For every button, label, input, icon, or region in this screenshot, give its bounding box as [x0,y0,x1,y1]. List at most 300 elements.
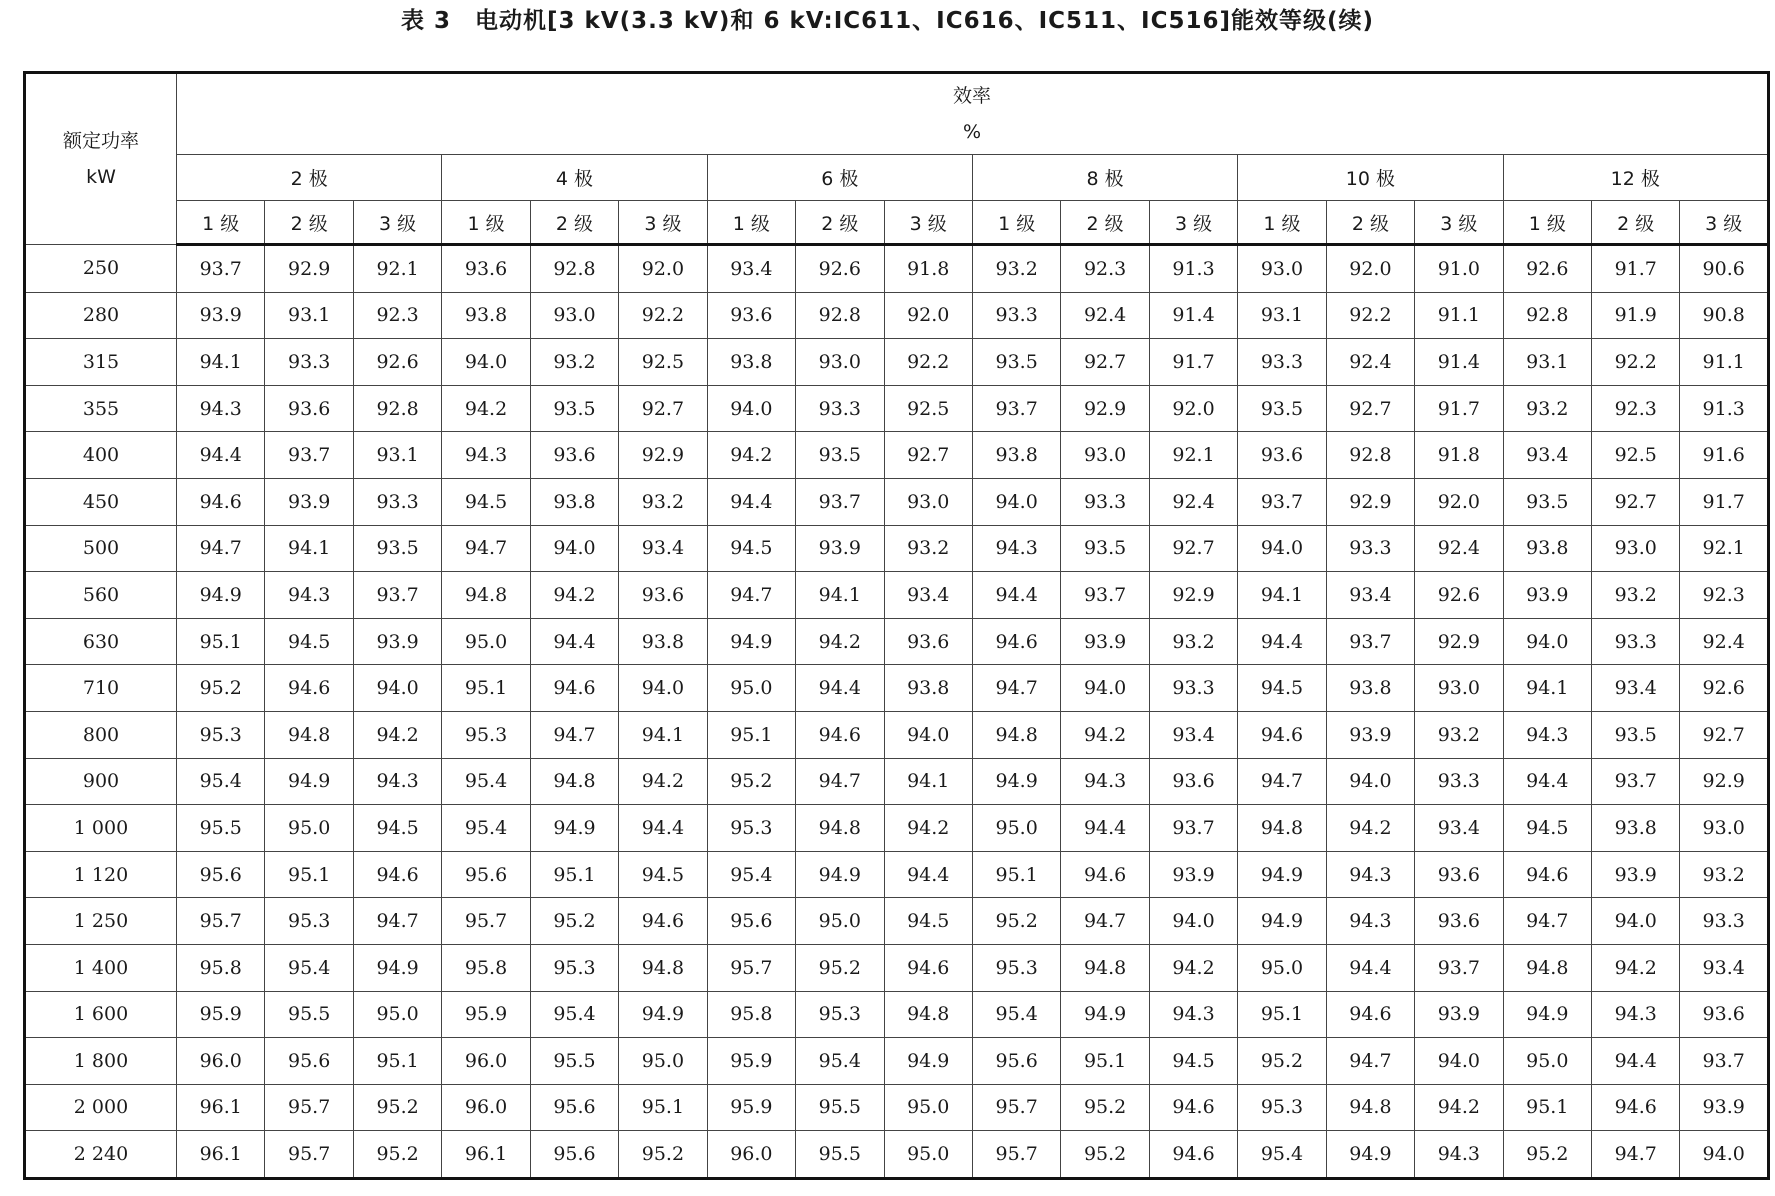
efficiency-cell: 94.3 [1592,991,1680,1038]
efficiency-cell: 92.7 [1592,478,1680,525]
efficiency-cell: 95.3 [177,711,265,758]
efficiency-cell: 95.4 [1238,1131,1326,1179]
grade-header: 1 级 [707,201,795,245]
efficiency-cell: 94.5 [884,898,972,945]
table-row [25,385,1769,432]
efficiency-cell: 93.3 [1061,478,1149,525]
efficiency-cell: 95.6 [707,898,795,945]
efficiency-cell: 95.6 [530,1084,618,1131]
efficiency-cell: 93.7 [1680,1038,1769,1085]
efficiency-cell: 94.5 [1238,665,1326,712]
efficiency-cell: 92.4 [1326,339,1414,386]
efficiency-cell: 95.3 [442,711,530,758]
efficiency-cell: 94.0 [353,665,441,712]
efficiency-cell: 95.4 [442,805,530,852]
efficiency-cell: 95.2 [530,898,618,945]
grade-header: 1 级 [1503,201,1591,245]
efficiency-cell: 94.3 [265,572,353,619]
efficiency-cell: 92.6 [1415,572,1503,619]
efficiency-cell: 93.5 [353,525,441,572]
efficiency-cell: 94.6 [265,665,353,712]
grade-header: 2 级 [1326,201,1414,245]
efficiency-cell: 93.0 [530,292,618,339]
efficiency-cell: 90.6 [1680,245,1769,293]
efficiency-cell: 91.0 [1415,245,1503,293]
efficiency-cell: 96.0 [707,1131,795,1179]
efficiency-cell: 92.3 [1061,245,1149,293]
table-row [25,851,1769,898]
table-row [25,572,1769,619]
efficiency-cell: 93.0 [1415,665,1503,712]
efficiency-cell: 92.7 [884,432,972,479]
grade-header: 2 级 [265,201,353,245]
efficiency-cell: 92.0 [884,292,972,339]
efficiency-cell: 94.6 [1503,851,1591,898]
efficiency-cell: 94.9 [1238,851,1326,898]
efficiency-cell: 92.0 [619,245,707,293]
efficiency-cell: 95.7 [972,1084,1060,1131]
efficiency-cell: 93.2 [1680,851,1769,898]
efficiency-cell: 94.9 [619,991,707,1038]
efficiency-cell: 94.7 [1592,1131,1680,1179]
efficiency-cell: 93.4 [1326,572,1414,619]
efficiency-cell: 94.3 [442,432,530,479]
efficiency-cell: 93.3 [972,292,1060,339]
rated-power-cell: 1 000 [25,805,177,852]
efficiency-cell: 94.8 [619,944,707,991]
efficiency-cell: 94.5 [707,525,795,572]
efficiency-cell: 94.5 [1503,805,1591,852]
efficiency-cell: 93.4 [707,245,795,293]
efficiency-cell: 95.2 [972,898,1060,945]
efficiency-cell: 94.2 [1415,1084,1503,1131]
efficiency-cell: 94.6 [1061,851,1149,898]
efficiency-cell: 93.9 [1680,1084,1769,1131]
efficiency-cell: 94.9 [884,1038,972,1085]
efficiency-cell: 94.0 [1149,898,1237,945]
efficiency-cell: 91.3 [1149,245,1237,293]
efficiency-cell: 94.7 [353,898,441,945]
efficiency-cell: 91.7 [1149,339,1237,386]
efficiency-cell: 91.7 [1415,385,1503,432]
efficiency-cell: 93.9 [177,292,265,339]
efficiency-cell: 95.1 [707,711,795,758]
efficiency-cell: 93.2 [1149,618,1237,665]
efficiency-cell: 94.3 [1326,898,1414,945]
efficiency-cell: 93.8 [972,432,1060,479]
efficiency-cell: 93.6 [884,618,972,665]
efficiency-cell: 95.1 [1238,991,1326,1038]
efficiency-cell: 95.0 [972,805,1060,852]
table-caption: 表 3 电动机[3 kV(3.3 kV)和 6 kV:IC611、IC616、IC511、IC516]能效等级(续) [400,8,1375,34]
efficiency-cell: 94.8 [884,991,972,1038]
efficiency-cell: 92.9 [619,432,707,479]
efficiency-cell: 92.6 [796,245,884,293]
efficiency-cell: 95.2 [353,1131,441,1179]
efficiency-cell: 94.4 [884,851,972,898]
efficiency-cell: 93.8 [707,339,795,386]
efficiency-cell: 93.8 [884,665,972,712]
efficiency-cell: 94.4 [796,665,884,712]
efficiency-cell: 94.1 [796,572,884,619]
efficiency-cell: 94.9 [177,572,265,619]
efficiency-cell: 93.5 [1592,711,1680,758]
efficiency-cell: 91.4 [1415,339,1503,386]
efficiency-cell: 95.5 [796,1084,884,1131]
efficiency-cell: 94.2 [796,618,884,665]
efficiency-cell: 93.9 [1149,851,1237,898]
efficiency-cell: 94.6 [1149,1131,1237,1179]
efficiency-cell: 92.7 [1680,711,1769,758]
efficiency-cell: 93.9 [1326,711,1414,758]
efficiency-cell: 93.8 [442,292,530,339]
efficiency-cell: 94.7 [177,525,265,572]
efficiency-cell: 95.7 [707,944,795,991]
efficiency-cell: 93.2 [530,339,618,386]
efficiency-cell: 94.4 [972,572,1060,619]
efficiency-cell: 93.6 [1680,991,1769,1038]
rated-power-cell: 355 [25,385,177,432]
efficiency-cell: 93.0 [1238,245,1326,293]
efficiency-cell: 93.5 [1238,385,1326,432]
efficiency-cell: 94.6 [353,851,441,898]
efficiency-cell: 92.3 [353,292,441,339]
efficiency-cell: 95.2 [177,665,265,712]
efficiency-cell: 92.6 [353,339,441,386]
efficiency-cell: 91.8 [1415,432,1503,479]
efficiency-cell: 95.3 [796,991,884,1038]
efficiency-cell: 94.9 [530,805,618,852]
efficiency-cell: 95.1 [619,1084,707,1131]
efficiency-cell: 93.9 [265,478,353,525]
efficiency-cell: 92.4 [1680,618,1769,665]
efficiency-cell: 93.9 [353,618,441,665]
table-row [25,665,1769,712]
efficiency-cell: 93.2 [1592,572,1680,619]
efficiency-cell: 92.6 [1680,665,1769,712]
efficiency-cell: 92.3 [1680,572,1769,619]
efficiency-cell: 95.3 [530,944,618,991]
efficiency-cell: 95.2 [1061,1084,1149,1131]
efficiency-cell: 92.5 [884,385,972,432]
efficiency-cell: 92.9 [1149,572,1237,619]
table-row [25,292,1769,339]
efficiency-cell: 93.9 [1061,618,1149,665]
efficiency-cell: 94.5 [353,805,441,852]
grade-header: 2 级 [530,201,618,245]
rated-power-cell: 500 [25,525,177,572]
efficiency-cell: 94.7 [1238,758,1326,805]
grade-header: 1 级 [442,201,530,245]
efficiency-cell: 92.6 [1503,245,1591,293]
table-row [25,898,1769,945]
efficiency-cell: 93.8 [1326,665,1414,712]
efficiency-cell: 94.7 [530,711,618,758]
efficiency-cell: 93.6 [1415,851,1503,898]
pole-header: 2 极 [177,155,442,201]
efficiency-cell: 95.7 [265,1084,353,1131]
efficiency-cell: 95.7 [177,898,265,945]
efficiency-cell: 92.1 [353,245,441,293]
efficiency-cell: 95.0 [265,805,353,852]
efficiency-cell: 93.3 [353,478,441,525]
rated-power-cell: 710 [25,665,177,712]
efficiency-cell: 94.8 [1503,944,1591,991]
efficiency-cell: 94.1 [1503,665,1591,712]
table-row [25,432,1769,479]
efficiency-cell: 93.6 [1238,432,1326,479]
efficiency-cell: 91.3 [1680,385,1769,432]
efficiency-cell: 91.1 [1415,292,1503,339]
efficiency-cell: 94.0 [707,385,795,432]
efficiency-cell: 94.8 [1238,805,1326,852]
efficiency-cell: 95.0 [442,618,530,665]
efficiency-cell: 95.3 [265,898,353,945]
efficiency-cell: 94.1 [265,525,353,572]
grade-header: 2 级 [1061,201,1149,245]
efficiency-cell: 94.8 [265,711,353,758]
efficiency-cell: 94.8 [972,711,1060,758]
efficiency-cell: 92.5 [619,339,707,386]
efficiency-cell: 95.0 [1238,944,1326,991]
efficiency-cell: 94.2 [707,432,795,479]
efficiency-cell: 93.2 [619,478,707,525]
efficiency-cell: 94.0 [1592,898,1680,945]
efficiency-cell: 95.2 [353,1084,441,1131]
efficiency-cell: 91.7 [1592,245,1680,293]
efficiency-cell: 93.5 [972,339,1060,386]
efficiency-cell: 93.1 [353,432,441,479]
efficiency-cell: 94.4 [619,805,707,852]
efficiency-cell: 93.8 [530,478,618,525]
efficiency-cell: 95.2 [1061,1131,1149,1179]
efficiency-cell: 94.9 [972,758,1060,805]
efficiency-cell: 93.0 [1680,805,1769,852]
pole-header: 12 极 [1503,155,1768,201]
efficiency-cell: 95.6 [177,851,265,898]
efficiency-cell: 94.6 [177,478,265,525]
efficiency-cell: 94.4 [177,432,265,479]
rated-power-cell: 1 800 [25,1038,177,1085]
efficiency-cell: 93.6 [265,385,353,432]
efficiency-cell: 95.2 [619,1131,707,1179]
efficiency-cell: 95.9 [177,991,265,1038]
efficiency-cell: 95.1 [530,851,618,898]
efficiency-cell: 94.0 [1503,618,1591,665]
rated-power-unit: kW [86,166,116,188]
efficiency-cell: 92.9 [1326,478,1414,525]
efficiency-cell: 94.6 [796,711,884,758]
efficiency-cell: 94.4 [1238,618,1326,665]
efficiency-cell: 94.7 [707,572,795,619]
efficiency-cell: 92.8 [1326,432,1414,479]
efficiency-cell: 93.6 [1415,898,1503,945]
table-row [25,1038,1769,1085]
efficiency-cell: 95.3 [972,944,1060,991]
efficiency-cell: 92.4 [1061,292,1149,339]
rated-power-cell: 315 [25,339,177,386]
efficiency-cell: 93.7 [1061,572,1149,619]
rated-power-cell: 900 [25,758,177,805]
efficiency-cell: 94.0 [619,665,707,712]
efficiency-cell: 95.1 [972,851,1060,898]
efficiency-cell: 95.0 [707,665,795,712]
efficiency-cell: 93.2 [1415,711,1503,758]
efficiency-cell: 93.2 [1503,385,1591,432]
efficiency-cell: 93.7 [972,385,1060,432]
efficiency-cell: 93.9 [1592,851,1680,898]
table-row [25,1084,1769,1131]
rated-power-cell: 280 [25,292,177,339]
efficiency-cell: 93.7 [1415,944,1503,991]
efficiency-cell: 93.7 [353,572,441,619]
efficiency-cell: 92.9 [1415,618,1503,665]
efficiency-cell: 95.2 [1238,1038,1326,1085]
efficiency-cell: 93.5 [530,385,618,432]
efficiency-cell: 95.5 [796,1131,884,1179]
efficiency-cell: 93.1 [1238,292,1326,339]
rated-power-cell: 560 [25,572,177,619]
rated-power-cell: 2 240 [25,1131,177,1179]
efficiency-cell: 94.0 [1326,758,1414,805]
efficiency-cell: 94.6 [619,898,707,945]
efficiency-cell: 94.6 [1592,1084,1680,1131]
table-row [25,618,1769,665]
efficiency-cell: 92.8 [530,245,618,293]
table-row [25,478,1769,525]
table-row [25,991,1769,1038]
efficiency-cell: 95.4 [972,991,1060,1038]
efficiency-cell: 94.3 [353,758,441,805]
efficiency-cell: 93.1 [1503,339,1591,386]
efficiency-cell: 96.0 [442,1038,530,1085]
efficiency-cell: 93.2 [884,525,972,572]
efficiency-cell: 93.7 [1238,478,1326,525]
efficiency-cell: 93.4 [1149,711,1237,758]
efficiency-cell: 94.9 [796,851,884,898]
efficiency-cell: 93.7 [1149,805,1237,852]
grade-header: 1 级 [972,201,1060,245]
efficiency-cell: 95.1 [442,665,530,712]
efficiency-cell: 95.9 [442,991,530,1038]
efficiency-cell: 93.4 [1415,805,1503,852]
efficiency-cell: 93.9 [796,525,884,572]
efficiency-cell: 95.8 [707,991,795,1038]
efficiency-cell: 95.7 [442,898,530,945]
efficiency-cell: 93.3 [1149,665,1237,712]
efficiency-cell: 95.2 [1503,1131,1591,1179]
efficiency-cell: 95.4 [442,758,530,805]
efficiency-cell: 95.5 [177,805,265,852]
efficiency-cell: 95.4 [177,758,265,805]
efficiency-cell: 94.2 [442,385,530,432]
efficiency-cell: 93.3 [1238,339,1326,386]
rated-power-header [25,73,177,245]
pole-header: 4 极 [442,155,707,201]
efficiency-cell: 93.4 [1503,432,1591,479]
efficiency-cell: 95.1 [1503,1084,1591,1131]
efficiency-cell: 94.2 [353,711,441,758]
efficiency-cell: 91.8 [884,245,972,293]
rated-power-cell: 1 400 [25,944,177,991]
efficiency-cell: 91.9 [1592,292,1680,339]
efficiency-cell: 93.8 [1503,525,1591,572]
efficiency-cell: 93.6 [530,432,618,479]
efficiency-cell: 96.1 [442,1131,530,1179]
efficiency-cell: 93.3 [796,385,884,432]
efficiency-cell: 94.9 [353,944,441,991]
efficiency-cell: 91.4 [1149,292,1237,339]
efficiency-cell: 94.3 [1149,991,1237,1038]
efficiency-cell: 94.2 [1592,944,1680,991]
rated-power-cell: 250 [25,245,177,293]
efficiency-cell: 92.2 [619,292,707,339]
efficiency-cell: 95.0 [353,991,441,1038]
table-row [25,805,1769,852]
efficiency-cell: 96.0 [442,1084,530,1131]
efficiency-cell: 94.9 [1238,898,1326,945]
efficiency-cell: 90.8 [1680,292,1769,339]
efficiency-label: 效率 [952,85,991,107]
efficiency-cell: 94.6 [1149,1084,1237,1131]
efficiency-cell: 92.4 [1415,525,1503,572]
efficiency-cell: 94.9 [1326,1131,1414,1179]
efficiency-cell: 95.1 [1061,1038,1149,1085]
pole-header: 8 极 [972,155,1237,201]
efficiency-cell: 94.5 [619,851,707,898]
efficiency-cell: 94.2 [884,805,972,852]
efficiency-cell: 94.7 [796,758,884,805]
efficiency-cell: 93.8 [1592,805,1680,852]
efficiency-cell: 94.5 [1149,1038,1237,1085]
efficiency-cell: 93.4 [884,572,972,619]
efficiency-cell: 95.4 [707,851,795,898]
efficiency-cell: 94.5 [442,478,530,525]
efficiency-cell: 92.7 [1061,339,1149,386]
efficiency-cell: 94.9 [707,618,795,665]
efficiency-cell: 92.5 [1592,432,1680,479]
efficiency-cell: 93.7 [1592,758,1680,805]
efficiency-cell: 93.3 [1592,618,1680,665]
efficiency-cell: 93.6 [619,572,707,619]
efficiency-cell: 94.9 [265,758,353,805]
efficiency-cell: 95.1 [177,618,265,665]
efficiency-cell: 92.7 [1149,525,1237,572]
efficiency-cell: 93.5 [796,432,884,479]
efficiency-cell: 94.7 [1503,898,1591,945]
efficiency-cell: 92.7 [1326,385,1414,432]
efficiency-cell: 94.3 [1503,711,1591,758]
efficiency-cell: 94.5 [265,618,353,665]
efficiency-cell: 95.4 [530,991,618,1038]
efficiency-cell: 93.6 [442,245,530,293]
efficiency-table [23,71,1770,1180]
grade-header: 2 级 [1592,201,1680,245]
rated-power-cell: 630 [25,618,177,665]
efficiency-cell: 93.3 [265,339,353,386]
efficiency-cell: 93.6 [1149,758,1237,805]
rated-power-cell: 1 600 [25,991,177,1038]
efficiency-cell: 94.4 [1503,758,1591,805]
efficiency-cell: 95.0 [1503,1038,1591,1085]
efficiency-table-container [23,71,1767,1180]
efficiency-cell: 93.9 [1503,572,1591,619]
efficiency-cell: 95.9 [707,1084,795,1131]
efficiency-cell: 92.8 [796,292,884,339]
efficiency-cell: 92.1 [1680,525,1769,572]
grade-header: 3 级 [1149,201,1237,245]
efficiency-cell: 93.1 [265,292,353,339]
